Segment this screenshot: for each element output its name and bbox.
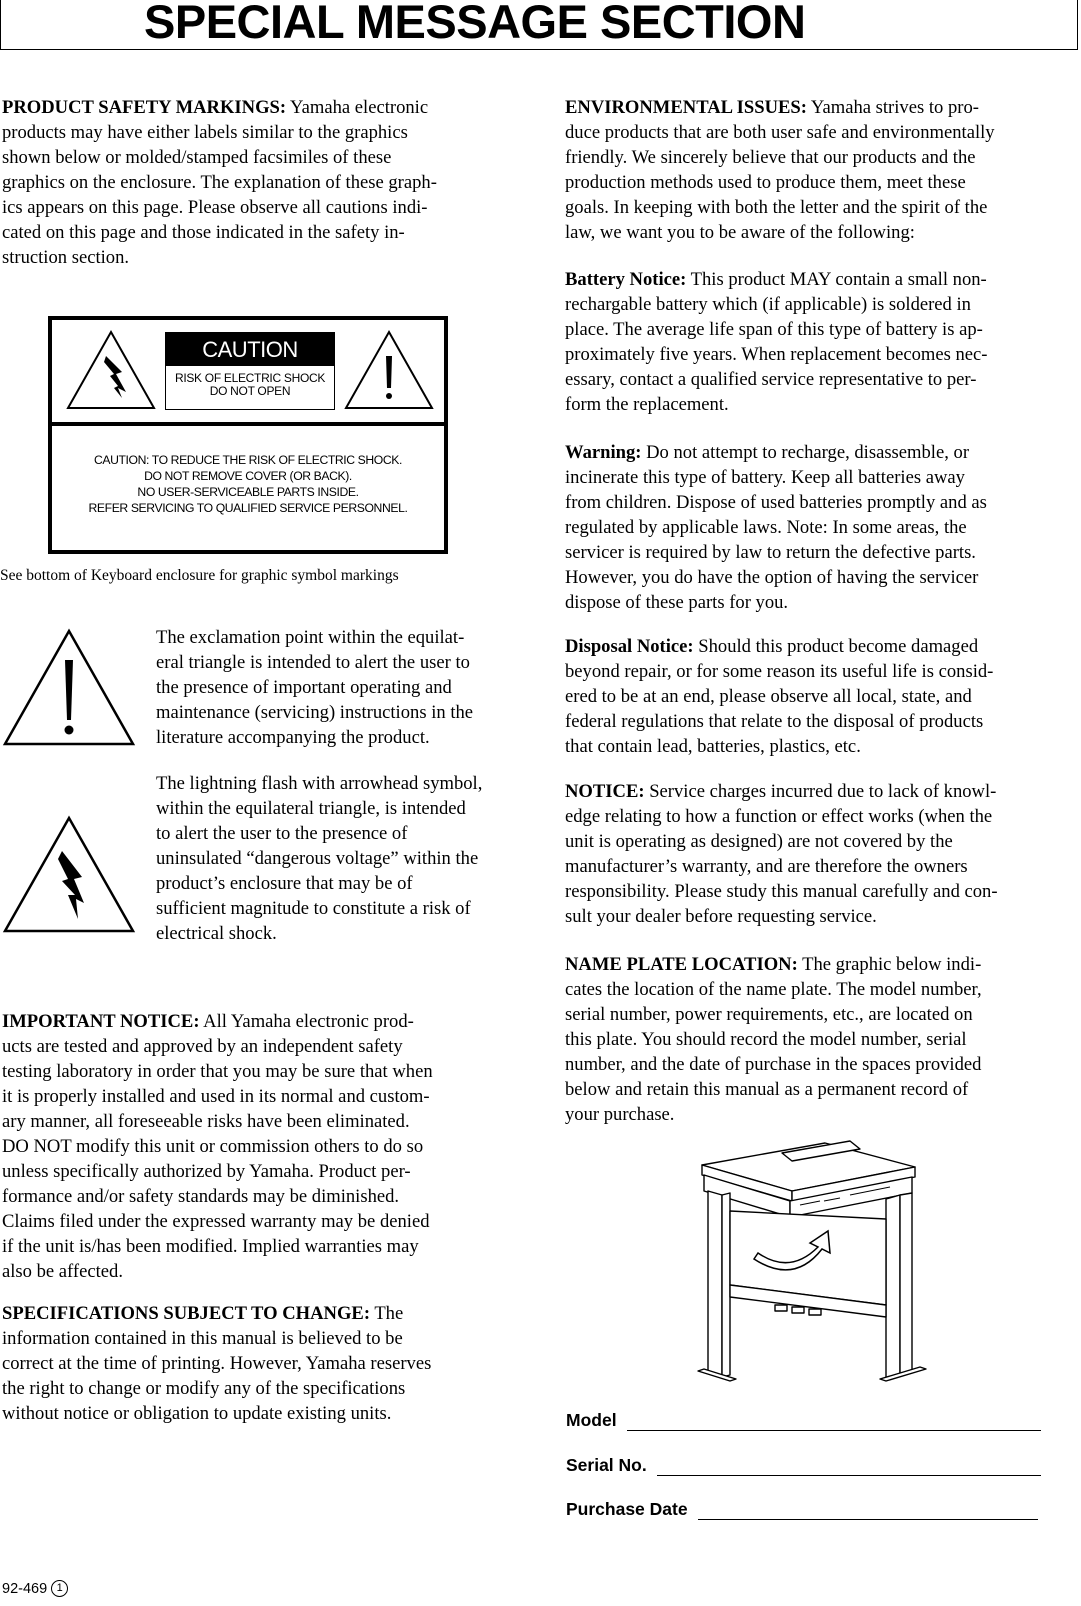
product-safety-section: PRODUCT SAFETY MARKINGS: Yamaha electronic products may have either labels similar to the graphics shown below or molded/stamped facsimiles of these graphics on the enclosure. The explanation of these graph- ics appears on this page. Please observe all cautions indi- cated on this page and those indicated in the safety in- struction section.: [2, 97, 437, 268]
model-blank-line: [627, 1412, 1041, 1431]
battery-notice-section: Battery Notice: This product MAY contain a small non- rechargable battery which (if applicable) is soldered in place. The average life span of this type of battery is ap- proximately five years. When replacement becomes nec- essary, contact a qualified service representative to per- form the replacement.: [565, 269, 988, 415]
warning-heading: Warning:: [565, 442, 642, 463]
lightning-symbol-icon: [2, 815, 136, 935]
purchase-date-field: [566, 1499, 1038, 1520]
caution-label-top: [52, 320, 444, 426]
specifications-section: SPECIFICATIONS SUBJECT TO CHANGE: The information contained in this manual is believed to be correct at the time of printing. However, Yamaha reserves the right to change or modify any of the specifications without notice or obligation to update existing units.: [2, 1303, 432, 1424]
model-label: Model: [566, 1410, 617, 1430]
service-notice-section: NOTICE: Service charges incurred due to lack of knowl- edge relating to how a function or effect works (when the unit is operating as designed) are not covered by the manufacturer’s warranty, and are therefore the owners responsibility. Please study this manual carefully and con- sult your dealer before requesting service.: [565, 781, 998, 927]
environmental-section: ENVIRONMENTAL ISSUES: Yamaha strives to pro- duce products that are both user safe and environmentally friendly. We sincerely believe that our products and the production methods used to produce them, meet these goals. In keeping with both the letter and the spirit of the law, we want you to be aware of the following:: [565, 97, 995, 243]
battery-notice-heading: Battery Notice:: [565, 269, 687, 290]
page-title: SPECIAL MESSAGE SECTION: [144, 0, 806, 48]
name-plate-heading: NAME PLATE LOCATION:: [565, 954, 798, 975]
important-notice-section: IMPORTANT NOTICE: All Yamaha electronic prod- ucts are tested and approved by an independent safety testing laboratory in order that you may be sure that when it is properly installed and used in its normal and custom- ary manner, all foreseeable risks have been eliminated. DO NOT modify this unit or commission others to do so unless specifically authorized by Yamaha. Product per- formance and/or safety standards may be diminished. Claims filed under the expressed warranty may be denied if the unit is/has been modified. Implied warranties may also be affected.: [2, 1011, 433, 1282]
serial-blank-line: [657, 1457, 1041, 1476]
service-notice-heading: NOTICE:: [565, 781, 645, 802]
exclamation-triangle-icon: [342, 328, 436, 412]
specifications-heading: SPECIFICATIONS SUBJECT TO CHANGE:: [2, 1303, 371, 1324]
model-field: [566, 1410, 1041, 1431]
product-safety-heading: PRODUCT SAFETY MARKINGS:: [2, 97, 287, 118]
caution-body-text: CAUTION: TO REDUCE THE RISK OF ELECTRIC SHOCK. DO NOT REMOVE COVER (OR BACK). NO USER-SERVICEABLE PARTS INSIDE. REFER SERVICING TO QUALIFIED SERVICE PERSONNEL.: [88, 453, 408, 515]
caution-label-box: [165, 332, 335, 410]
disposal-notice-heading: Disposal Notice:: [565, 636, 694, 657]
caution-label-graphic: [48, 316, 448, 554]
lightning-triangle-icon: [64, 328, 158, 412]
graphic-caption: See bottom of Keyboard enclosure for graphic symbol markings: [0, 567, 399, 584]
caution-heading: CAUTION: [166, 333, 334, 366]
footer-code: [2, 1580, 68, 1597]
lightning-description: The lightning flash with arrowhead symbol, within the equilateral triangle, is intended to alert the user to the presence of uninsulated “dangerous voltage” within the product’s enclosure that may be of sufficient magnitude to constitute a risk of electrical shock.: [156, 773, 483, 944]
footer-circled-number: 1: [51, 1580, 68, 1597]
serial-label: Serial No.: [566, 1455, 647, 1475]
digital-piano-illustration: [690, 1135, 940, 1390]
exclamation-symbol-icon: [2, 628, 136, 748]
warning-section: Warning: Do not attempt to recharge, disassemble, or incinerate this type of battery. Keep all batteries away from children. Dispose of used batteries promptly and as regulated by applicable laws. Note: In some areas, the servicer is required by law to return the defective parts. However, you do have the option of having the servicer dispose of these parts for you.: [565, 442, 987, 613]
purchase-date-blank-line: [698, 1501, 1038, 1520]
name-plate-section: NAME PLATE LOCATION: The graphic below indi- cates the location of the name plate. The model number, serial number, power requirements, etc., are located on this plate. You should record the model number, serial number, and the date of purchase in the spaces provided below and retain this manual as a permanent record of your purchase.: [565, 954, 982, 1125]
purchase-date-label: Purchase Date: [566, 1499, 688, 1519]
title-box: [0, 0, 1078, 50]
important-notice-heading: IMPORTANT NOTICE:: [2, 1011, 200, 1032]
disposal-notice-section: Disposal Notice: Should this product become damaged beyond repair, or for some reason its useful life is consid- ered to be at an end, please observe all local, state, and federal regulations that relate to the disposal of products that contain lead, batteries, plastics, etc.: [565, 636, 994, 757]
exclamation-description: The exclamation point within the equilat- eral triangle is intended to alert the user to the presence of important operating and maintenance (servicing) instructions in the literature accompanying the product.: [156, 627, 474, 748]
footer-code-text: 92-469: [2, 1580, 48, 1597]
environmental-heading: ENVIRONMENTAL ISSUES:: [565, 97, 807, 118]
caution-subtext: RISK OF ELECTRIC SHOCK DO NOT OPEN: [174, 371, 326, 398]
serial-field: [566, 1455, 1041, 1476]
